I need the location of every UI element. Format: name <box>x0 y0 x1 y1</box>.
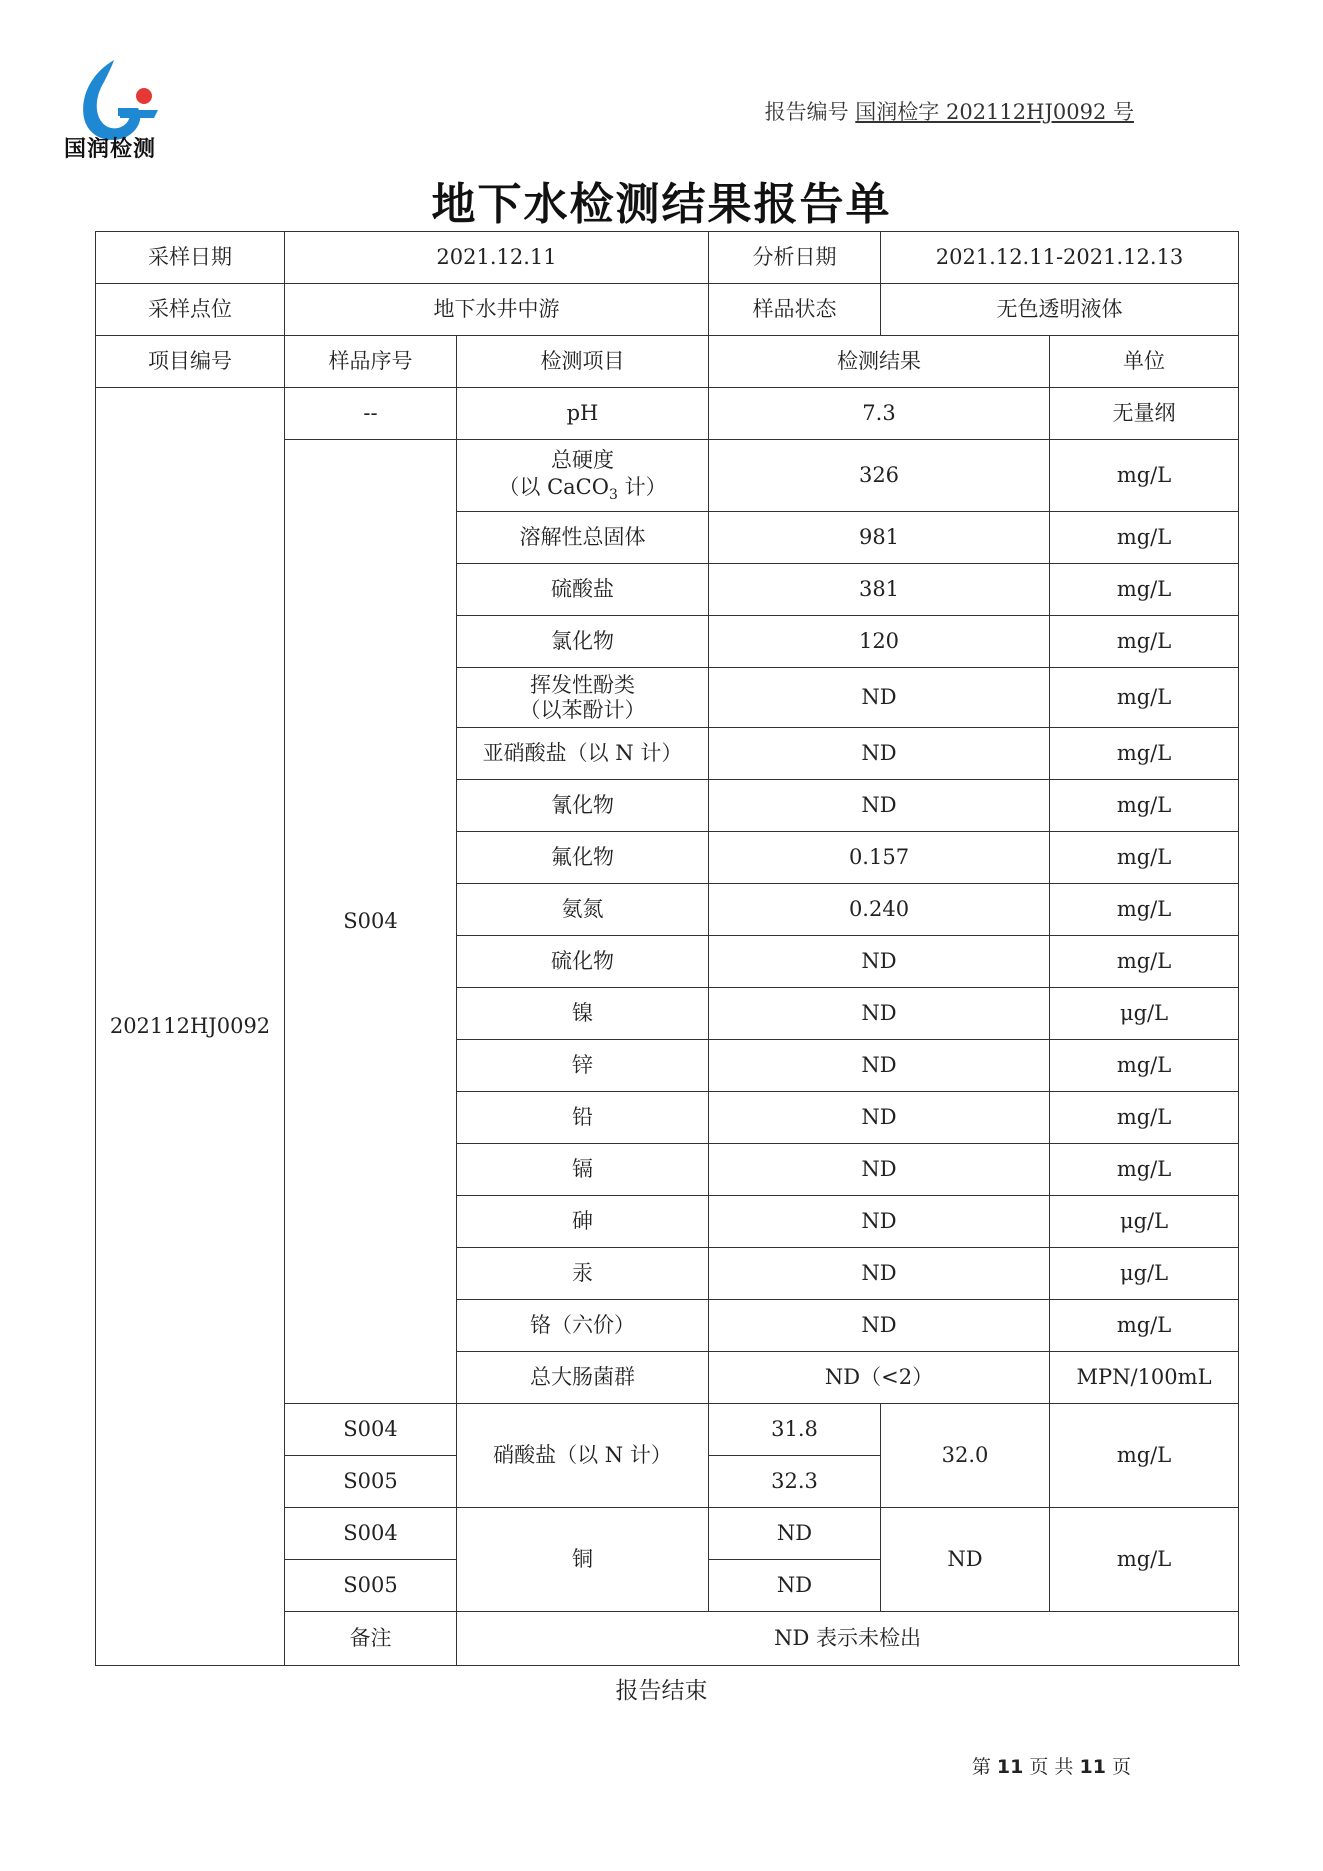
unit-cell: mg/L <box>1050 780 1239 832</box>
footer-total: 11 <box>1079 1756 1106 1778</box>
sample-group-cell: S004 <box>285 440 457 1404</box>
item-cell: 溶解性总固体 <box>457 512 709 564</box>
unit-cell: mg/L <box>1050 1040 1239 1092</box>
unit-cell: mg/L <box>1050 1300 1239 1352</box>
result-cell: ND <box>709 1092 1050 1144</box>
result-cell: 381 <box>709 564 1050 616</box>
report-number-label: 报告编号 <box>764 100 849 124</box>
value-cell: 31.8 <box>709 1404 881 1456</box>
item-sub: （以 CaCO$_3$ 计） <box>498 474 667 504</box>
unit-cell: mg/L <box>1050 616 1239 668</box>
result-cell: ND <box>709 1144 1050 1196</box>
item-cell: pH <box>457 388 709 440</box>
item-name: 总硬度 <box>551 447 614 472</box>
result-cell: 981 <box>709 512 1050 564</box>
item-cell: 汞 <box>457 1248 709 1300</box>
footer-suffix: 页 <box>1111 1756 1131 1778</box>
item-cell: 锌 <box>457 1040 709 1092</box>
mean-cell: ND <box>881 1508 1050 1612</box>
info-row-dates <box>96 232 1239 284</box>
item-name: 挥发性酚类 <box>530 673 635 698</box>
unit-cell: mg/L <box>1050 728 1239 780</box>
value-cell: 32.3 <box>709 1456 881 1508</box>
item-cell <box>457 440 709 512</box>
unit-cell: mg/L <box>1050 668 1239 728</box>
unit-cell: mg/L <box>1050 832 1239 884</box>
sample-state-label: 样品状态 <box>709 284 881 336</box>
info-row-point <box>96 284 1239 336</box>
results-table <box>95 231 1239 1666</box>
report-number <box>765 96 1134 126</box>
unit-cell: mg/L <box>1050 1404 1239 1508</box>
unit-cell: MPN/100mL <box>1050 1352 1239 1404</box>
item-cell: 铜 <box>457 1508 709 1612</box>
project-number-cell: 202112HJ0092 <box>96 388 285 1666</box>
result-cell: ND <box>709 780 1050 832</box>
sample-cell: S004 <box>285 1508 457 1560</box>
col-item: 检测项目 <box>457 336 709 388</box>
unit-cell: μg/L <box>1050 1248 1239 1300</box>
unit-cell: μg/L <box>1050 1196 1239 1248</box>
unit-cell: mg/L <box>1050 884 1239 936</box>
report-end-text: 报告结束 <box>615 1678 708 1704</box>
footer-prefix: 第 <box>971 1756 991 1778</box>
unit-cell: mg/L <box>1050 1508 1239 1612</box>
item-cell: 镉 <box>457 1144 709 1196</box>
mean-cell: 32.0 <box>881 1404 1050 1508</box>
unit-cell: mg/L <box>1050 564 1239 616</box>
result-cell: 326 <box>709 440 1050 512</box>
item-sub: （以苯酚计） <box>519 697 646 722</box>
sample-cell: S005 <box>285 1560 457 1612</box>
unit-cell: μg/L <box>1050 988 1239 1040</box>
result-cell: ND <box>709 728 1050 780</box>
result-cell: ND <box>709 1196 1050 1248</box>
result-cell: 0.157 <box>709 832 1050 884</box>
result-cell: ND <box>709 1040 1050 1092</box>
col-result: 检测结果 <box>709 336 1050 388</box>
remark-text: ND 表示未检出 <box>457 1612 1239 1666</box>
logo-text: 国润检测 <box>64 137 157 162</box>
analysis-date-label: 分析日期 <box>709 232 881 284</box>
sample-state: 无色透明液体 <box>881 284 1239 336</box>
item-cell: 镍 <box>457 988 709 1040</box>
footer-page: 11 <box>996 1756 1024 1778</box>
item-cell: 铬（六价） <box>457 1300 709 1352</box>
result-cell: ND（<2） <box>709 1352 1050 1404</box>
result-cell: ND <box>709 1248 1050 1300</box>
item-cell: 铅 <box>457 1092 709 1144</box>
col-unit: 单位 <box>1050 336 1239 388</box>
unit-cell: 无量纲 <box>1050 388 1239 440</box>
col-project-no: 项目编号 <box>96 336 285 388</box>
footer-middle: 页 共 <box>1029 1756 1074 1778</box>
item-cell: 氰化物 <box>457 780 709 832</box>
result-cell: 120 <box>709 616 1050 668</box>
col-sample-no: 样品序号 <box>285 336 457 388</box>
result-cell: ND <box>709 936 1050 988</box>
page-title: 地下水检测结果报告单 <box>431 179 892 230</box>
unit-cell: mg/L <box>1050 1092 1239 1144</box>
item-cell: 总大肠菌群 <box>457 1352 709 1404</box>
result-cell: 0.240 <box>709 884 1050 936</box>
table-row <box>96 388 1239 440</box>
sample-cell: S005 <box>285 1456 457 1508</box>
item-cell: 硫化物 <box>457 936 709 988</box>
item-cell: 硝酸盐（以 N 计） <box>457 1404 709 1508</box>
analysis-date: 2021.12.11-2021.12.13 <box>881 232 1239 284</box>
result-cell: ND <box>709 1300 1050 1352</box>
item-cell: 氨氮 <box>457 884 709 936</box>
result-cell: 7.3 <box>709 388 1050 440</box>
page-footer <box>972 1752 1131 1779</box>
item-cell: 亚硝酸盐（以 N 计） <box>457 728 709 780</box>
value-cell: ND <box>709 1508 881 1560</box>
item-cell: 砷 <box>457 1196 709 1248</box>
sampling-date: 2021.12.11 <box>285 232 709 284</box>
remark-label: 备注 <box>285 1612 457 1666</box>
sample-cell: S004 <box>285 1404 457 1456</box>
result-cell: ND <box>709 988 1050 1040</box>
sampling-point: 地下水井中游 <box>285 284 709 336</box>
item-cell <box>457 668 709 728</box>
unit-cell: mg/L <box>1050 512 1239 564</box>
item-cell: 氟化物 <box>457 832 709 884</box>
unit-cell: mg/L <box>1050 936 1239 988</box>
sample-cell: -- <box>285 388 457 440</box>
sampling-date-label: 采样日期 <box>96 232 285 284</box>
result-cell: ND <box>709 668 1050 728</box>
item-cell: 氯化物 <box>457 616 709 668</box>
column-header-row <box>96 336 1239 388</box>
item-cell: 硫酸盐 <box>457 564 709 616</box>
unit-cell: mg/L <box>1050 1144 1239 1196</box>
unit-cell: mg/L <box>1050 440 1239 512</box>
sampling-point-label: 采样点位 <box>96 284 285 336</box>
value-cell: ND <box>709 1560 881 1612</box>
report-number-value: 国润检字 202112HJ0092 号 <box>855 100 1134 124</box>
